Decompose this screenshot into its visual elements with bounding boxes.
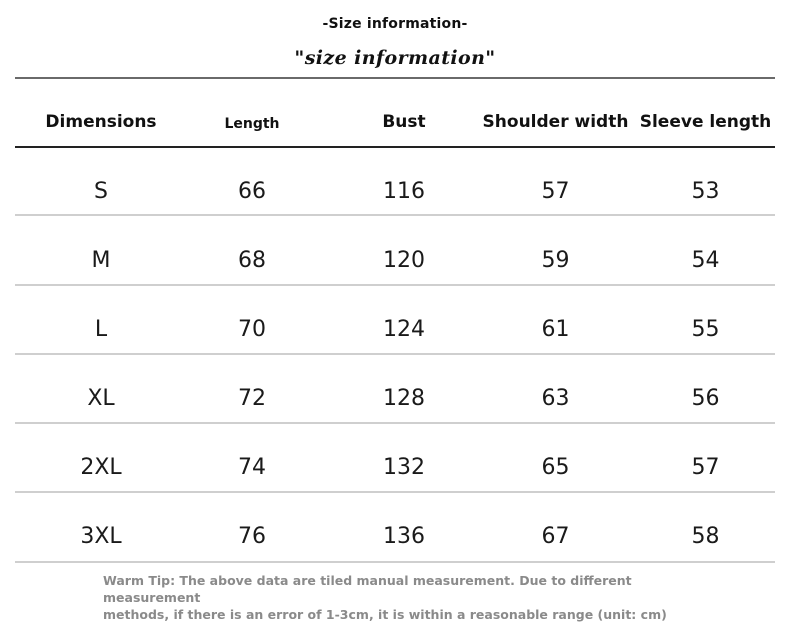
- column-header-shoulder-width: Shoulder width: [482, 112, 629, 132]
- warm-tip-note: [103, 572, 723, 623]
- size-cell: XL: [87, 386, 115, 411]
- row-divider: [15, 353, 775, 355]
- warm-tip-line: methods, if there is an error of 1-3cm, it is within a reasonable range (unit: cm): [103, 607, 667, 622]
- length-cell: 76: [238, 524, 266, 549]
- warm-tip-line: Warm Tip: The above data are tiled manual measurement. Due to different measurement: [103, 573, 632, 605]
- page-top-label: -Size information-: [322, 16, 468, 32]
- length-cell: 72: [238, 386, 266, 411]
- sleeve-length-cell: 55: [691, 317, 720, 342]
- row-divider: [15, 284, 775, 286]
- length-cell: 74: [238, 455, 266, 480]
- bust-cell: 132: [383, 455, 425, 480]
- row-divider: [15, 491, 775, 493]
- length-cell: 66: [238, 179, 266, 204]
- shoulder-width-cell: 65: [541, 455, 570, 480]
- size-cell: 2XL: [80, 455, 122, 480]
- column-header-dimensions: Dimensions: [45, 112, 157, 132]
- column-header-length: Length: [224, 116, 280, 132]
- bust-cell: 116: [383, 179, 425, 204]
- header-divider: [15, 146, 775, 148]
- shoulder-width-cell: 59: [541, 248, 570, 273]
- bust-cell: 124: [383, 317, 425, 342]
- sleeve-length-cell: 56: [691, 386, 720, 411]
- size-cell: M: [91, 248, 111, 273]
- shoulder-width-cell: 61: [541, 317, 570, 342]
- length-cell: 70: [238, 317, 266, 342]
- shoulder-width-cell: 57: [541, 179, 570, 204]
- row-divider: [15, 561, 775, 563]
- top-divider: [15, 77, 775, 79]
- row-divider: [15, 422, 775, 424]
- shoulder-width-cell: 63: [541, 386, 570, 411]
- column-header-sleeve-length: Sleeve length: [639, 112, 772, 132]
- bust-cell: 120: [383, 248, 425, 273]
- column-header-bust: Bust: [382, 112, 426, 132]
- shoulder-width-cell: 67: [541, 524, 570, 549]
- sleeve-length-cell: 53: [691, 179, 720, 204]
- length-cell: 68: [238, 248, 266, 273]
- bust-cell: 136: [383, 524, 425, 549]
- sleeve-length-cell: 57: [691, 455, 720, 480]
- size-cell: L: [94, 317, 108, 342]
- sleeve-length-cell: 58: [691, 524, 720, 549]
- row-divider: [15, 214, 775, 216]
- size-cell: 3XL: [80, 524, 122, 549]
- size-cell: S: [94, 179, 108, 204]
- bust-cell: 128: [383, 386, 425, 411]
- sleeve-length-cell: 54: [691, 248, 720, 273]
- page-title: "size information": [294, 47, 496, 69]
